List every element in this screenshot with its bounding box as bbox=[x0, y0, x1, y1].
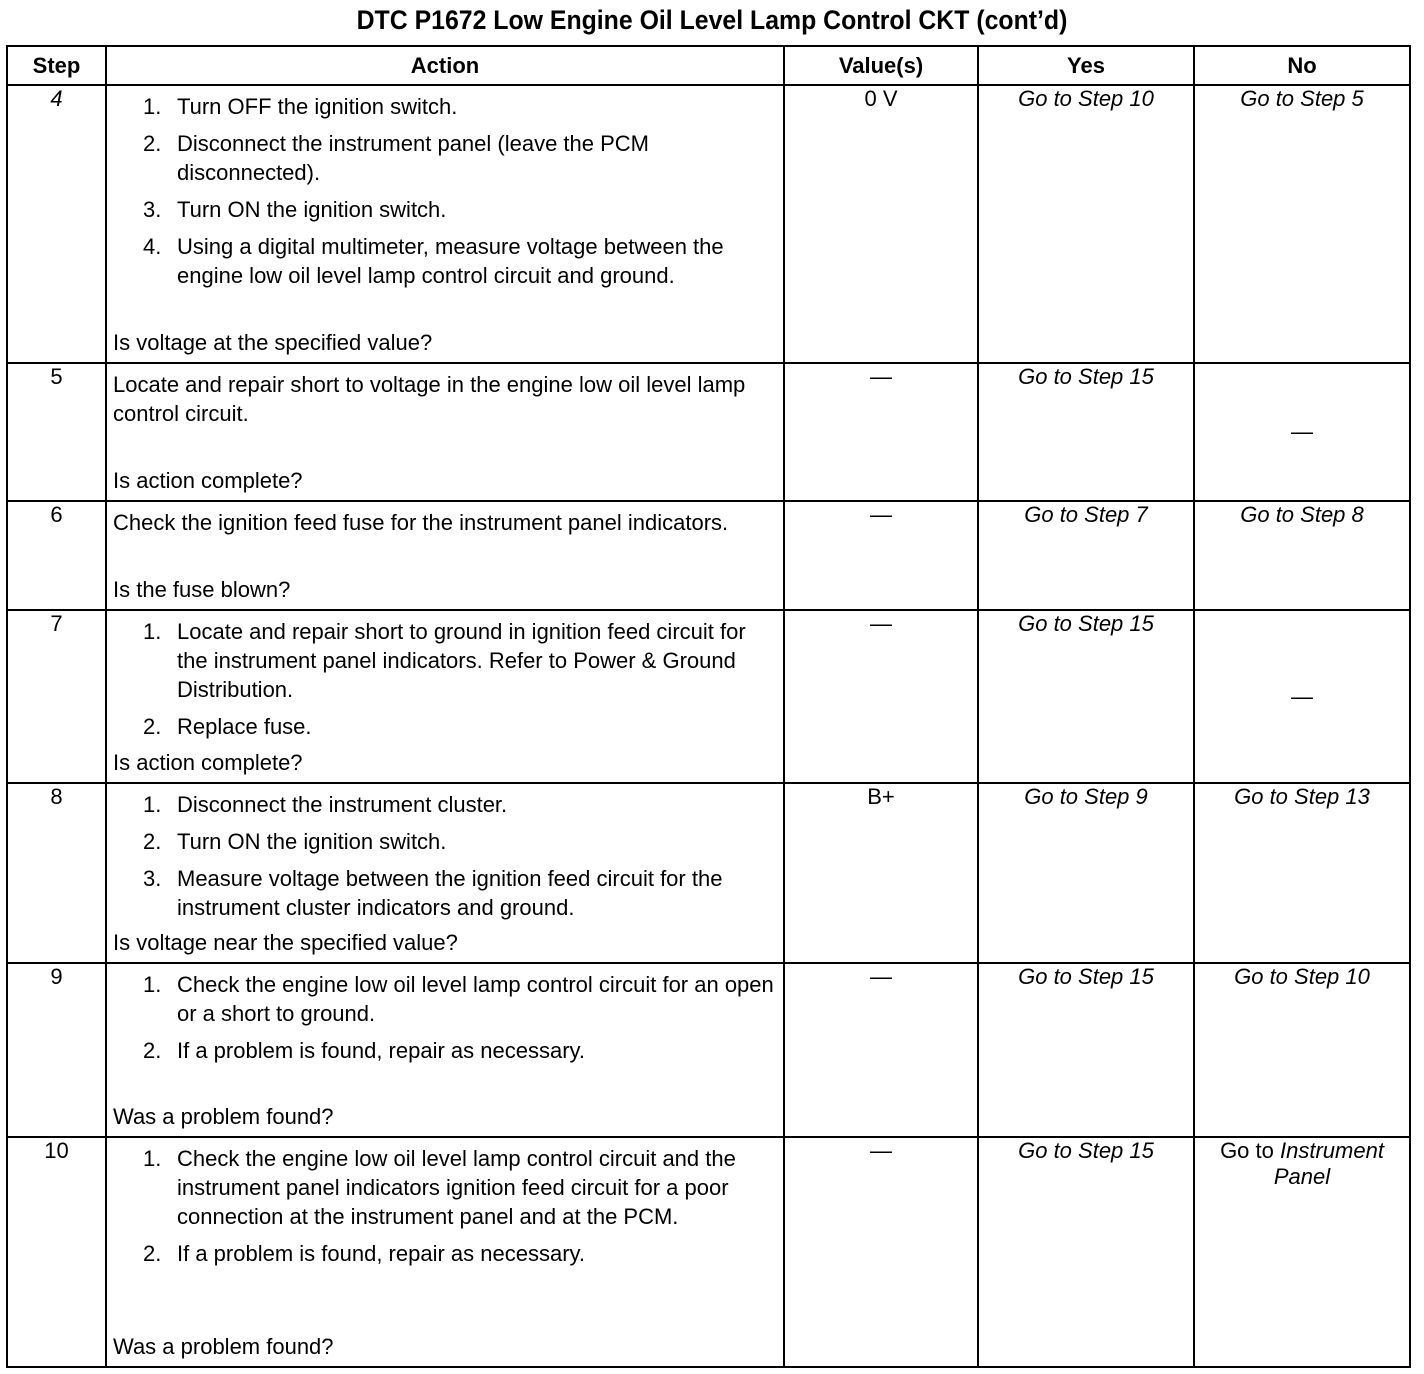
action-item: 2. Turn ON the ignition switch. bbox=[143, 829, 447, 854]
table-row bbox=[7, 1137, 1410, 1367]
action-item: 2. Disconnect the instrument panel (leave the PCM disconnected). bbox=[143, 131, 650, 185]
action-cell bbox=[106, 85, 784, 363]
table-row bbox=[7, 363, 1410, 501]
no-cell: Go to Step 8 bbox=[1194, 501, 1410, 610]
action-question: Is voltage near the specified value? bbox=[113, 930, 458, 955]
action-item: 3. Turn ON the ignition switch. bbox=[143, 197, 447, 222]
no-cell-target: Instrument Panel bbox=[1273, 1138, 1384, 1189]
diagnostic-table bbox=[6, 45, 1411, 1368]
action-cell bbox=[106, 610, 784, 783]
header-step: Step bbox=[7, 46, 106, 85]
no-cell: Go to Step 13 bbox=[1194, 783, 1410, 963]
value-cell: — bbox=[784, 1137, 978, 1367]
action-question: Was a problem found? bbox=[113, 1334, 334, 1359]
header-action: Action bbox=[106, 46, 784, 85]
table-row bbox=[7, 501, 1410, 610]
action-text: Locate and repair short to voltage in the engine low oil level lamp control circuit. bbox=[113, 372, 746, 426]
yes-cell: Go to Step 10 bbox=[978, 85, 1194, 363]
step-number: 6 bbox=[7, 501, 106, 610]
action-item: 4. Using a digital multimeter, measure voltage between the engine low oil level lamp control circuit and ground. bbox=[143, 234, 724, 288]
value-cell: — bbox=[784, 363, 978, 501]
action-item: 1. Disconnect the instrument cluster. bbox=[143, 792, 508, 817]
no-cell-prefix: Go to bbox=[1220, 1138, 1274, 1163]
no-cell: Go to Step 5 bbox=[1194, 85, 1410, 363]
table-row bbox=[7, 85, 1410, 363]
no-cell: — bbox=[1194, 610, 1410, 783]
yes-cell: Go to Step 7 bbox=[978, 501, 1194, 610]
yes-cell: Go to Step 15 bbox=[978, 610, 1194, 783]
action-question: Was a problem found? bbox=[113, 1104, 334, 1129]
step-number: 10 bbox=[7, 1137, 106, 1367]
action-item: 1. Check the engine low oil level lamp control circuit and the instrument panel indicators ignition feed circuit for a poor connection at the instrument panel and at the PCM. bbox=[143, 1146, 736, 1229]
action-question: Is action complete? bbox=[113, 468, 303, 493]
step-number: 5 bbox=[7, 363, 106, 501]
action-cell bbox=[106, 501, 784, 610]
value-cell: — bbox=[784, 501, 978, 610]
action-question: Is action complete? bbox=[113, 750, 303, 775]
step-number: 8 bbox=[7, 783, 106, 963]
step-number: 9 bbox=[7, 963, 106, 1137]
header-values: Value(s) bbox=[784, 46, 978, 85]
action-item: 2. Replace fuse. bbox=[143, 714, 312, 739]
page-title: DTC P1672 Low Engine Oil Level Lamp Control CKT (cont’d) bbox=[356, 5, 1068, 35]
action-cell bbox=[106, 783, 784, 963]
action-item: 1. Check the engine low oil level lamp control circuit for an open or a short to ground. bbox=[143, 972, 774, 1026]
value-cell: 0 V bbox=[784, 85, 978, 363]
yes-cell: Go to Step 15 bbox=[978, 1137, 1194, 1367]
action-cell bbox=[106, 1137, 784, 1367]
table-header-row bbox=[7, 46, 1410, 85]
action-cell bbox=[106, 963, 784, 1137]
action-text: Check the ignition feed fuse for the instrument panel indicators. bbox=[113, 510, 729, 535]
no-cell bbox=[1194, 1137, 1410, 1367]
no-cell: Go to Step 10 bbox=[1194, 963, 1410, 1137]
value-cell: B+ bbox=[784, 783, 978, 963]
table-row bbox=[7, 963, 1410, 1137]
action-question: Is voltage at the specified value? bbox=[113, 330, 433, 355]
value-cell: — bbox=[784, 610, 978, 783]
step-number: 4 bbox=[7, 85, 106, 363]
action-item: 1. Locate and repair short to ground in ignition feed circuit for the instrument panel indicators. Refer to Power & Ground Distribution. bbox=[143, 619, 746, 702]
action-question: Is the fuse blown? bbox=[113, 577, 291, 602]
table-row bbox=[7, 610, 1410, 783]
yes-cell: Go to Step 15 bbox=[978, 363, 1194, 501]
action-item: 1. Turn OFF the ignition switch. bbox=[143, 94, 458, 119]
action-cell bbox=[106, 363, 784, 501]
value-cell: — bbox=[784, 963, 978, 1137]
action-item: 2. If a problem is found, repair as necessary. bbox=[143, 1241, 586, 1266]
yes-cell: Go to Step 9 bbox=[978, 783, 1194, 963]
action-item: 3. Measure voltage between the ignition feed circuit for the instrument cluster indicators and ground. bbox=[143, 866, 723, 920]
yes-cell: Go to Step 15 bbox=[978, 963, 1194, 1137]
step-number: 7 bbox=[7, 610, 106, 783]
header-yes: Yes bbox=[978, 46, 1194, 85]
table-row bbox=[7, 783, 1410, 963]
header-no: No bbox=[1194, 46, 1410, 85]
action-item: 2. If a problem is found, repair as necessary. bbox=[143, 1038, 586, 1063]
no-cell: — bbox=[1194, 363, 1410, 501]
